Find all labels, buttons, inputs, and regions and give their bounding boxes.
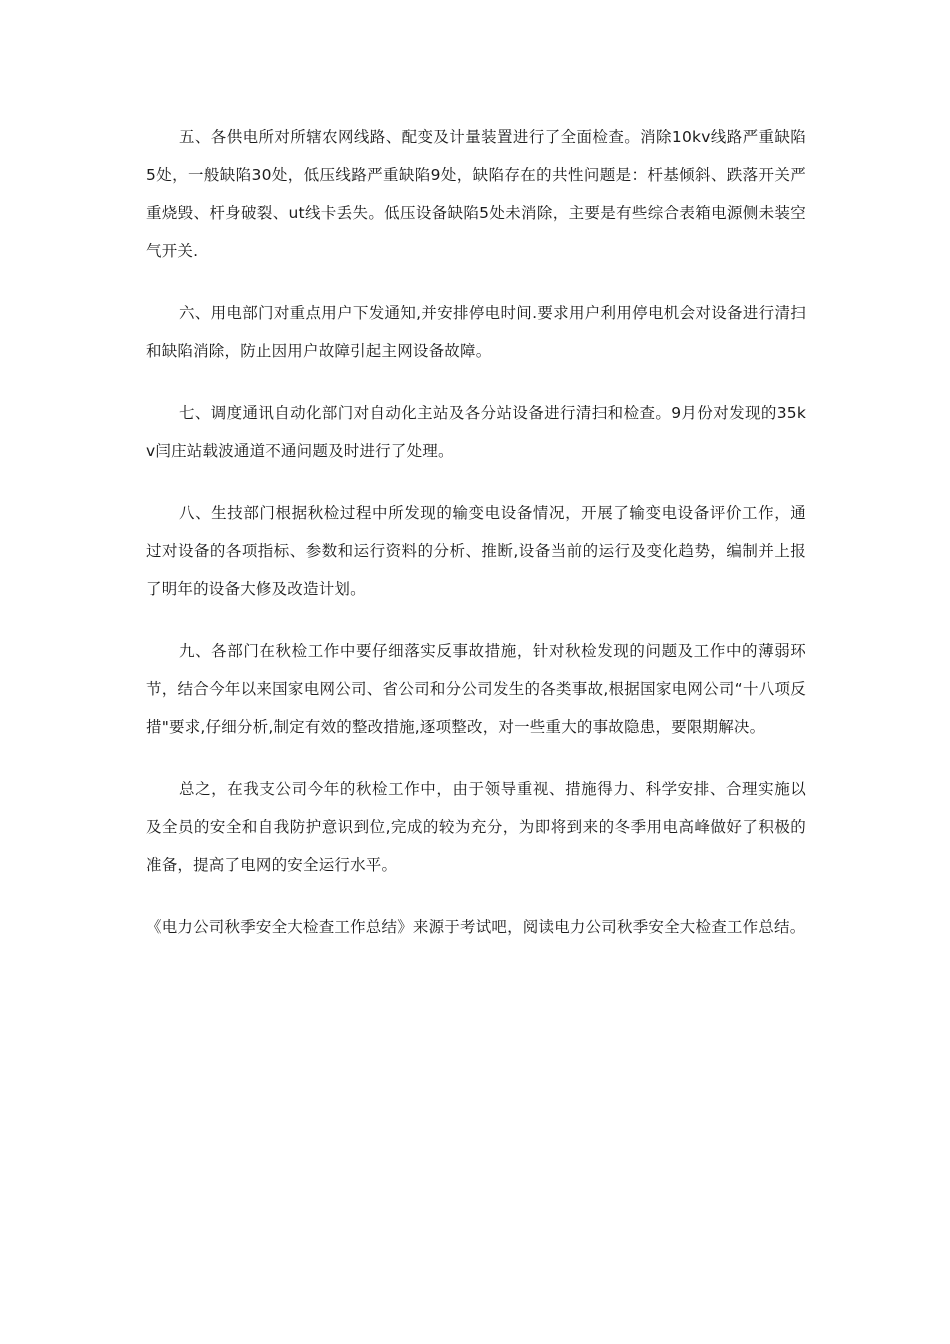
document-body [146,118,806,970]
paragraph-nine: 九、各部门在秋检工作中要仔细落实反事故措施，针对秋检发现的问题及工作中的薄弱环节，结合今年以来国家电网公司、省公司和分公司发生的各类事故,根据国家电网公司“十八项反措"要求,仔细分析,制定有效的整改措施,逐项整改，对一些重大的事故隐患，要限期解决。 [146,642,806,736]
paragraph-eight: 八、生技部门根据秋检过程中所发现的输变电设备情况，开展了输变电设备评价工作，通过对设备的各项指标、参数和运行资料的分析、推断,设备当前的运行及变化趋势，编制并上报了明年的设备大修及改造计划。 [146,504,806,598]
paragraph-summary: 总之，在我支公司今年的秋检工作中，由于领导重视、措施得力、科学安排、合理实施以及全员的安全和自我防护意识到位,完成的较为充分，为即将到来的冬季用电高峰做好了积极的准备，提高了电网的安全运行水平。 [146,780,806,874]
paragraph-seven: 七、调度通讯自动化部门对自动化主站及各分站设备进行清扫和检查。9月份对发现的35kv闫庄站载波通道不通问题及时进行了处理。 [146,404,806,460]
paragraph-five: 五、各供电所对所辖农网线路、配变及计量装置进行了全面检查。消除10kv线路严重缺陷5处，一般缺陷30处，低压线路严重缺陷9处，缺陷存在的共性问题是：杆基倾斜、跌落开关严重烧毁、杆身破裂、ut线卡丢失。低压设备缺陷5处未消除，主要是有些综合表箱电源侧未装空气开关. [146,128,806,260]
paragraph-six: 六、用电部门对重点用户下发通知,并安排停电时间.要求用户利用停电机会对设备进行清扫和缺陷消除，防止因用户故障引起主网设备故障。 [146,304,806,360]
source-note: 《电力公司秋季安全大检查工作总结》来源于考试吧，阅读电力公司秋季安全大检查工作总结。 [146,918,806,936]
